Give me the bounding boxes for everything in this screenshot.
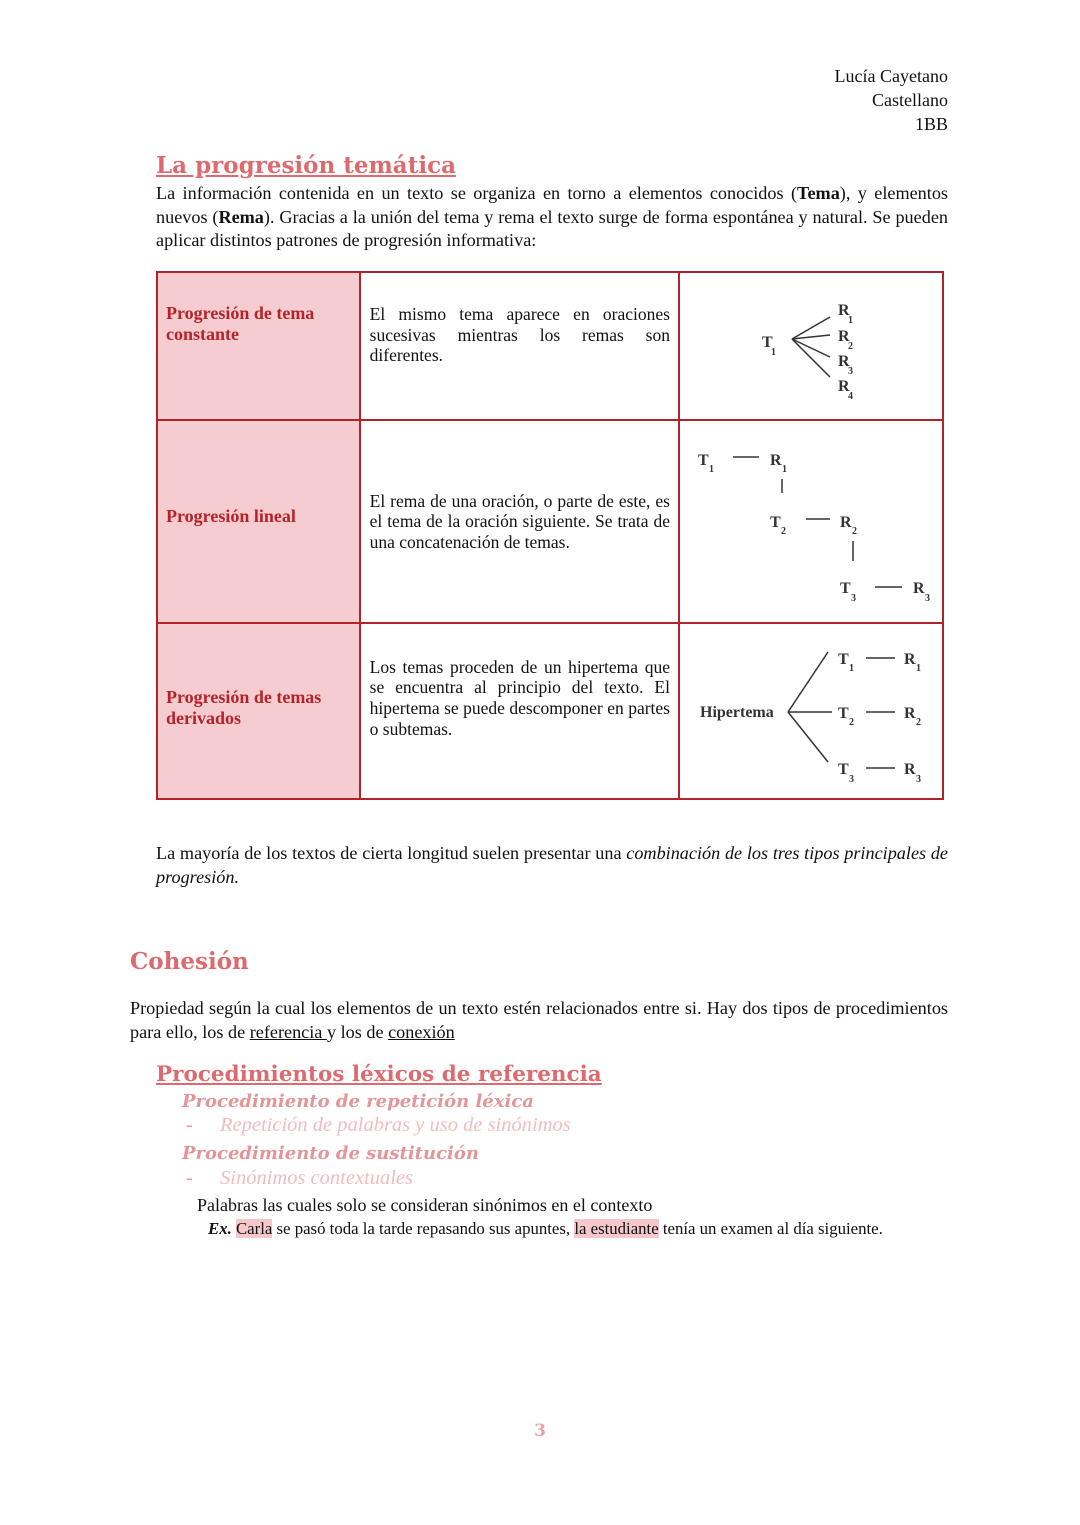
- intro-text-2: ), y elementos nuevos (: [156, 183, 948, 227]
- class-group: 1BB: [914, 114, 948, 134]
- list-item-text: Repetición de palabras y uso de sinónimos: [220, 1114, 571, 1136]
- diagram-label: R: [839, 514, 852, 531]
- diagram-sub: 1: [847, 315, 853, 326]
- author-name: Lucía Cayetano: [834, 66, 948, 86]
- example-sentence: [208, 1219, 883, 1239]
- diagram-hipertema: Hipertema: [699, 704, 774, 721]
- list-item-text: Sinónimos contextuales: [220, 1167, 414, 1189]
- diagram-label: R: [837, 328, 850, 345]
- bullet-dash: -: [186, 1167, 193, 1189]
- example-label: Ex.: [208, 1219, 232, 1238]
- row-name-cell: [157, 420, 360, 623]
- cohesion-text-2: y los de: [326, 1021, 389, 1042]
- procedure-sustitucion-title: Procedimiento de sustitución: [182, 1143, 479, 1164]
- diagram-label: T: [769, 514, 781, 531]
- diagram-label: T: [761, 334, 773, 351]
- closing-paragraph: [156, 842, 948, 889]
- row-name-cell: [157, 272, 360, 420]
- closing-text: La mayoría de los textos de cierta longitud suelen presentar una: [156, 843, 627, 863]
- intro-text-1: La información contenida en un texto se organiza en torno a elementos conocidos (: [156, 183, 798, 203]
- bullet-dash: -: [186, 1114, 193, 1136]
- section-title-progresion: La progresión temática: [156, 152, 456, 179]
- table-row: [157, 420, 943, 623]
- diagram-sub: 2: [915, 717, 921, 728]
- table-row: [157, 272, 943, 420]
- definition-text: Palabras las cuales solo se consideran sinónimos en el contexto: [197, 1195, 653, 1215]
- diagram-label: T: [837, 761, 849, 778]
- cohesion-paragraph: [130, 997, 948, 1044]
- row-description: Los temas proceden de un hipertema que se encuentra al principio del texto. El hipertema se puede descomponer en partes o subtemas.: [369, 656, 670, 739]
- progression-table: [156, 271, 944, 800]
- term-tema: Tema: [797, 183, 840, 203]
- example-text-end: tenía un examen al día siguiente.: [658, 1219, 883, 1238]
- diagram-sub: 3: [915, 774, 921, 785]
- diagram-constante: [679, 272, 943, 420]
- subject-name: Castellano: [872, 90, 948, 110]
- row-name: Progresión de tema constante: [166, 303, 315, 344]
- row-description: El mismo tema aparece en oraciones sucesivas mientras los remas son diferentes.: [369, 304, 670, 366]
- diagram-sub: 1: [781, 464, 787, 475]
- diagram-label: T: [837, 651, 849, 668]
- diagram-lineal: [679, 420, 943, 623]
- page-number: 3: [534, 1421, 546, 1441]
- diagram-sub: 2: [847, 341, 853, 352]
- row-name: Progresión de temas derivados: [166, 687, 322, 728]
- section-title-cohesion: Cohesión: [130, 948, 249, 975]
- example-text: se pasó toda la tarde repasando sus apuntes,: [272, 1219, 575, 1238]
- cohesion-text-1: Propiedad según la cual los elementos de un texto estén relacionados entre si. Hay dos tipos de procedimientos para ello, los de: [130, 998, 948, 1042]
- term-conexion: conexión: [388, 1021, 455, 1042]
- document-header: [835, 64, 948, 136]
- row-description-cell: [360, 420, 679, 623]
- diagram-label: R: [903, 761, 916, 778]
- subsection-title: Procedimientos léxicos de referencia: [156, 1062, 602, 1087]
- intro-text-3: ). Gracias a la unión del tema y rema el texto surge de forma espontánea y natural. Se pueden aplicar distintos patrones de progresión informativa:: [156, 206, 948, 250]
- diagram-sub: 3: [924, 593, 930, 604]
- diagram-label: T: [837, 705, 849, 722]
- table-row: [157, 623, 943, 799]
- highlight-word: Carla: [235, 1219, 273, 1238]
- diagram-sub: 4: [847, 391, 853, 402]
- row-description-cell: [360, 272, 679, 420]
- diagram-sub: 2: [848, 717, 854, 728]
- diagram-sub: 1: [848, 663, 854, 674]
- list-item: [186, 1167, 413, 1190]
- diagram-sub: 1: [770, 347, 776, 358]
- row-description: El rema de una oración, o parte de este, es el tema de la oración siguiente. Se trata de una concatenación de temas.: [369, 490, 670, 552]
- diagram-sub: 1: [708, 464, 714, 475]
- closing-italic: combinación de los tres tipos principales de progresión.: [156, 843, 949, 887]
- list-item: [186, 1114, 571, 1137]
- row-name: Progresión lineal: [166, 506, 296, 526]
- diagram-sub: 2: [851, 526, 857, 537]
- diagram-label: R: [837, 302, 850, 319]
- diagram-label: R: [903, 651, 916, 668]
- diagram-derivados: [679, 623, 943, 799]
- diagram-sub: 3: [847, 366, 853, 377]
- diagram-label: T: [839, 580, 851, 597]
- diagram-sub: 3: [848, 774, 854, 785]
- diagram-label: R: [837, 353, 850, 370]
- highlight-word: la estudiante: [574, 1219, 659, 1238]
- procedure-repeticion-title: Procedimiento de repetición léxica: [182, 1091, 534, 1112]
- diagram-sub: 2: [780, 526, 786, 537]
- diagram-sub: 3: [850, 593, 856, 604]
- diagram-sub: 1: [915, 663, 921, 674]
- term-rema: Rema: [218, 206, 264, 227]
- diagram-label: T: [697, 452, 709, 469]
- diagram-label: R: [837, 378, 850, 395]
- diagram-label: R: [912, 580, 925, 597]
- diagram-label: R: [903, 705, 916, 722]
- term-referencia: referencia: [249, 1021, 327, 1042]
- row-description-cell: [360, 623, 679, 799]
- diagram-label: R: [769, 452, 782, 469]
- intro-paragraph: [156, 182, 948, 253]
- row-name-cell: [157, 623, 360, 799]
